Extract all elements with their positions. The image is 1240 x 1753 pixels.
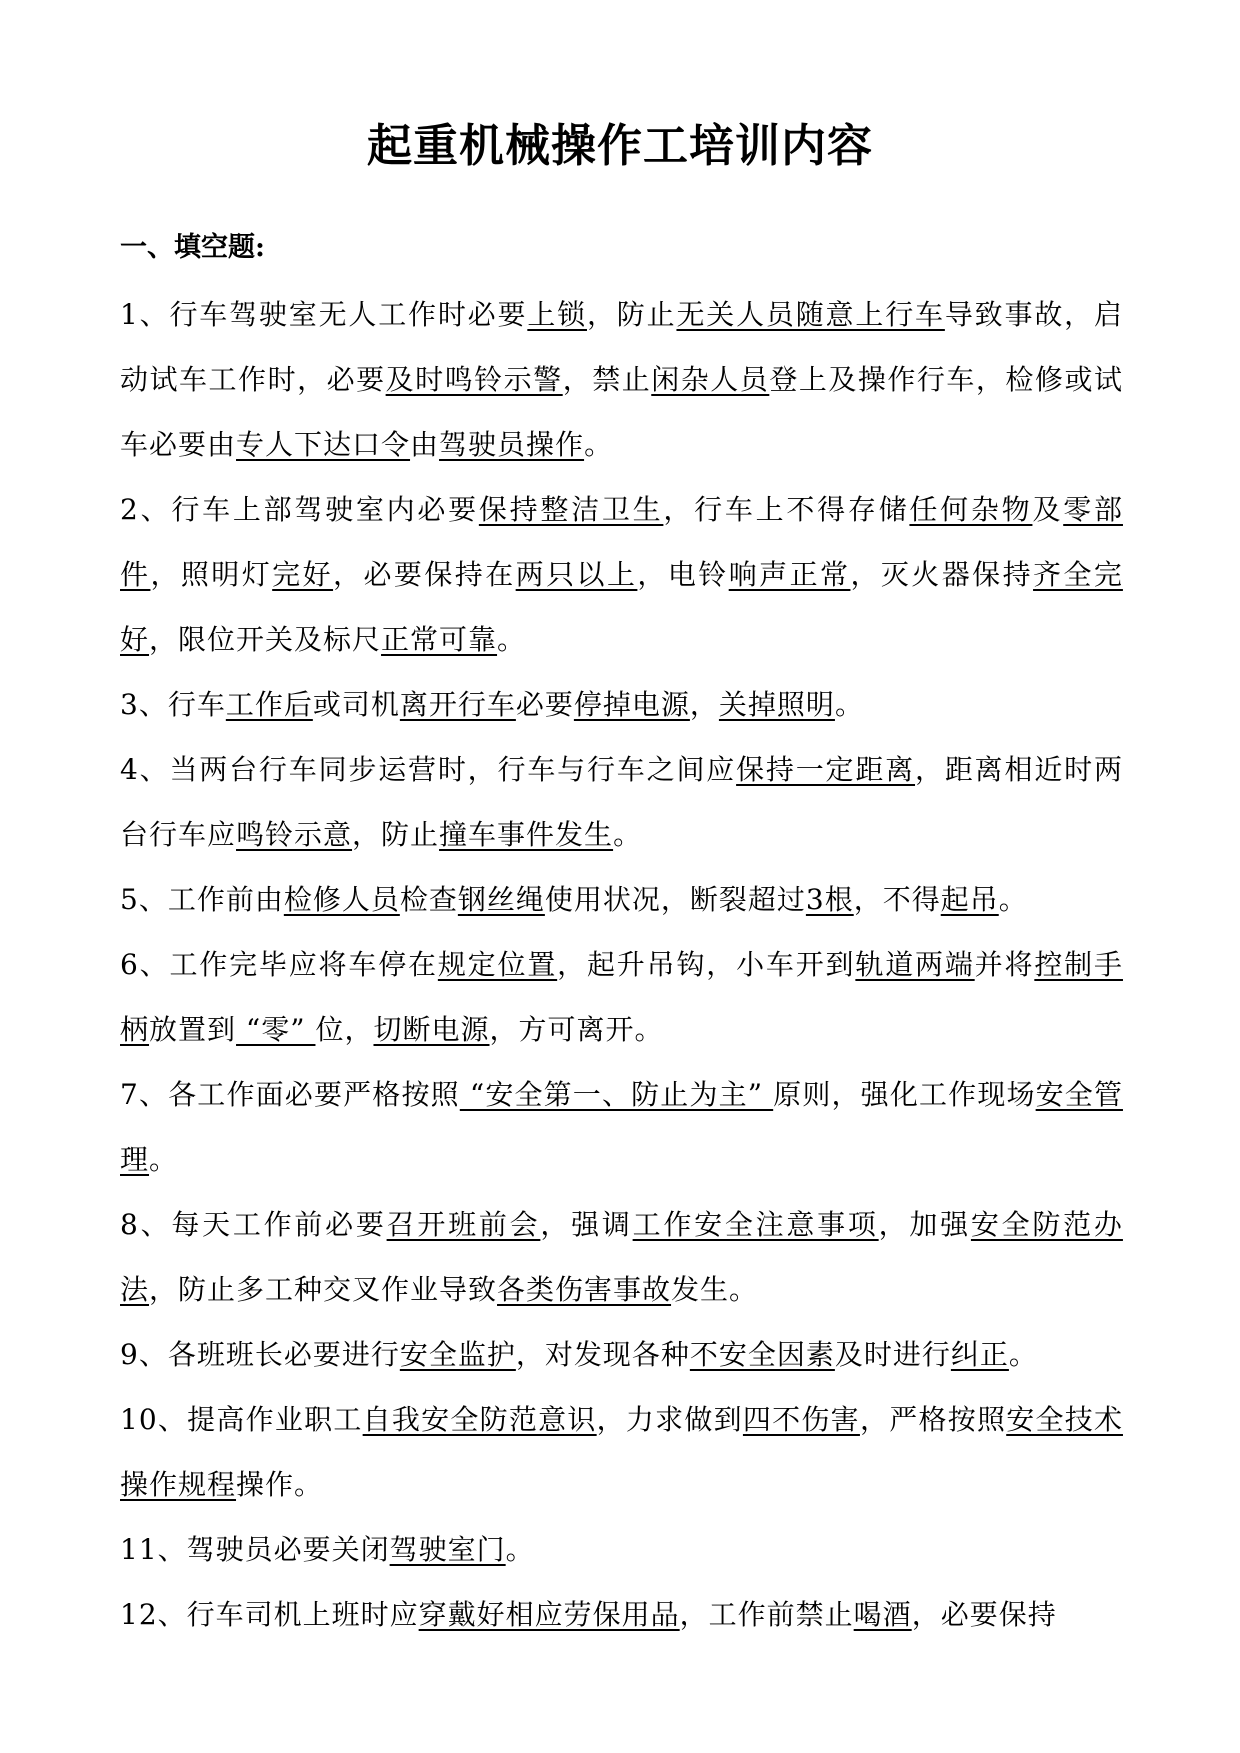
question-text: ，禁止 (562, 363, 652, 396)
question-text: ，必要保持在 (333, 558, 516, 591)
question-text: 操作。 (236, 1468, 324, 1501)
answer-blank: 完好 (272, 558, 334, 591)
answer-blank: 控制手柄 (120, 948, 1123, 1046)
question-text: 。 (497, 623, 527, 656)
question-item (120, 1062, 1123, 1192)
question-text: 。 (149, 1143, 179, 1176)
question-item (120, 282, 1123, 477)
question-item (120, 672, 1123, 737)
answer-blank: 喝酒 (853, 1598, 912, 1631)
question-text: 。 (505, 1533, 535, 1566)
answer-blank: 规定位置 (437, 948, 558, 981)
question-item (120, 737, 1123, 867)
answer-blank: 安全监护 (399, 1338, 516, 1371)
answer-blank: 起吊 (940, 883, 999, 916)
question-text: ，方可离开。 (489, 1013, 664, 1046)
answer-blank: 安全技术操作规程 (120, 1403, 1123, 1501)
question-text: ，力求做到 (596, 1403, 743, 1436)
question-text: 放置到 (149, 1013, 237, 1046)
question-text: 并将 (974, 948, 1035, 981)
answer-blank: 保持一定距离 (736, 753, 916, 786)
question-text: ，起升吊钩，小车开到 (557, 948, 856, 981)
answer-blank: 零部件 (120, 493, 1123, 591)
question-text: 5、工作前由 (120, 883, 284, 916)
answer-blank: 钢丝绳 (457, 883, 545, 916)
answer-blank: 各类伤害事故 (497, 1273, 672, 1306)
answer-blank: “零” (236, 1013, 316, 1046)
answer-blank: “安全第一、防止为主” (459, 1078, 774, 1111)
question-text: 11、驾驶员必要关闭 (120, 1533, 390, 1566)
answer-blank: 任何杂物 (909, 493, 1033, 526)
question-text: 及时进行 (834, 1338, 951, 1371)
section-heading: 一、填空题: (120, 232, 265, 263)
question-text: 4、当两台行车同步运营时，行车与行车之间应 (120, 753, 737, 786)
question-text: 。 (998, 883, 1028, 916)
answer-blank: 两只以上 (515, 558, 638, 591)
question-text: ，严格按照 (859, 1403, 1007, 1436)
answer-blank: 闲杂人员 (651, 363, 770, 396)
question-text: 发生。 (671, 1273, 759, 1306)
question-text: 9、各班班长必要进行 (120, 1338, 400, 1371)
answer-blank: 召开班前会 (386, 1208, 541, 1241)
question-text: ，防止多工种交叉作业导致 (149, 1273, 498, 1306)
answer-blank: 正常可靠 (381, 623, 498, 656)
answer-blank: 驾驶室门 (389, 1533, 506, 1566)
question-text: 8、每天工作前必要 (120, 1208, 387, 1241)
question-list (120, 282, 1123, 1647)
answer-blank: 穿戴好相应劳保用品 (418, 1598, 680, 1631)
question-item (120, 867, 1123, 932)
answer-blank: 工作后 (225, 688, 313, 721)
question-text: ，防止 (352, 818, 440, 851)
question-text: ，工作前禁止 (679, 1598, 854, 1631)
question-text: ， (689, 688, 719, 721)
answer-blank: 上锁 (527, 298, 587, 331)
question-text: ，灭火器保持 (850, 558, 1034, 591)
answer-blank: 安全防范办法 (120, 1208, 1123, 1306)
question-text: 1、行车驾驶室无人工作时必要 (120, 298, 528, 331)
question-text: 检查 (399, 883, 458, 916)
question-text: 必要 (515, 688, 574, 721)
answer-blank: 自我安全防范意识 (362, 1403, 597, 1436)
question-text: 3、行车 (120, 688, 226, 721)
document-title: 起重机械操作工培训内容 (366, 119, 873, 172)
answer-blank: 齐全完好 (120, 558, 1123, 656)
question-text: 10、提高作业职工 (120, 1403, 363, 1436)
question-text: 2、行车上部驾驶室内必要 (120, 493, 479, 526)
answer-blank: 专人下达口令 (236, 428, 411, 461)
answer-blank: 纠正 (950, 1338, 1009, 1371)
question-text: ，防止 (586, 298, 677, 331)
answer-blank: 安全管理 (120, 1078, 1123, 1176)
question-text: 及 (1032, 493, 1064, 526)
answer-blank: 停掉电源 (573, 688, 690, 721)
question-text: 。 (1008, 1338, 1038, 1371)
question-text: ，不得 (853, 883, 941, 916)
answer-blank: 及时鸣铃示警 (385, 363, 563, 396)
question-item (120, 1387, 1123, 1517)
question-item (120, 1192, 1123, 1322)
answer-blank: 鸣铃示意 (236, 818, 353, 851)
answer-blank: 检修人员 (283, 883, 400, 916)
question-text: 。 (834, 688, 864, 721)
question-text: ，限位开关及标尺 (149, 623, 382, 656)
question-text: ，行车上不得存储 (663, 493, 910, 526)
question-text: ，对发现各种 (515, 1338, 690, 1371)
question-item (120, 1582, 1123, 1647)
question-text: 由 (410, 428, 440, 461)
answer-blank: 撞车事件发生 (439, 818, 614, 851)
answer-blank: 工作安全注意事项 (632, 1208, 879, 1241)
question-text: 位， (315, 1013, 374, 1046)
question-item (120, 1322, 1123, 1387)
answer-blank: 切断电源 (373, 1013, 490, 1046)
question-item (120, 932, 1123, 1062)
question-text: 原则，强化工作现场 (773, 1078, 1036, 1111)
question-text: 6、工作完毕应将车停在 (120, 948, 438, 981)
question-text: 。 (613, 818, 643, 851)
question-text: 12、行车司机上班时应 (120, 1598, 419, 1631)
answer-blank: 四不伤害 (742, 1403, 860, 1436)
question-text: 7、各工作面必要严格按照 (120, 1078, 460, 1111)
question-text: ，加强 (878, 1208, 971, 1241)
answer-blank: 无关人员随意上行车 (676, 298, 945, 331)
answer-blank: 保持整洁卫生 (478, 493, 664, 526)
answer-blank: 3根 (805, 883, 854, 916)
question-text: 。 (584, 428, 614, 461)
question-text: 导致事故，启动试车工作时，必要 (120, 298, 1123, 396)
question-text: 或司机 (312, 688, 400, 721)
answer-blank: 驾驶员操作 (439, 428, 585, 461)
question-text: ，强调 (540, 1208, 633, 1241)
question-text: 登上及操作行车，检修或试车必要由 (120, 363, 1123, 461)
answer-blank: 轨道两端 (855, 948, 975, 981)
question-text: ，距离相近时两台行车应 (120, 753, 1123, 851)
answer-blank: 关掉照明 (718, 688, 835, 721)
question-text: ，电铃 (637, 558, 729, 591)
question-item (120, 477, 1123, 672)
question-text: ，必要保持 (911, 1598, 1057, 1631)
question-text: 使用状况，断裂超过 (544, 883, 806, 916)
answer-blank: 不安全因素 (689, 1338, 835, 1371)
question-item (120, 1517, 1123, 1582)
answer-blank: 离开行车 (399, 688, 516, 721)
answer-blank: 响声正常 (728, 558, 851, 591)
question-text: ，照明灯 (150, 558, 273, 591)
